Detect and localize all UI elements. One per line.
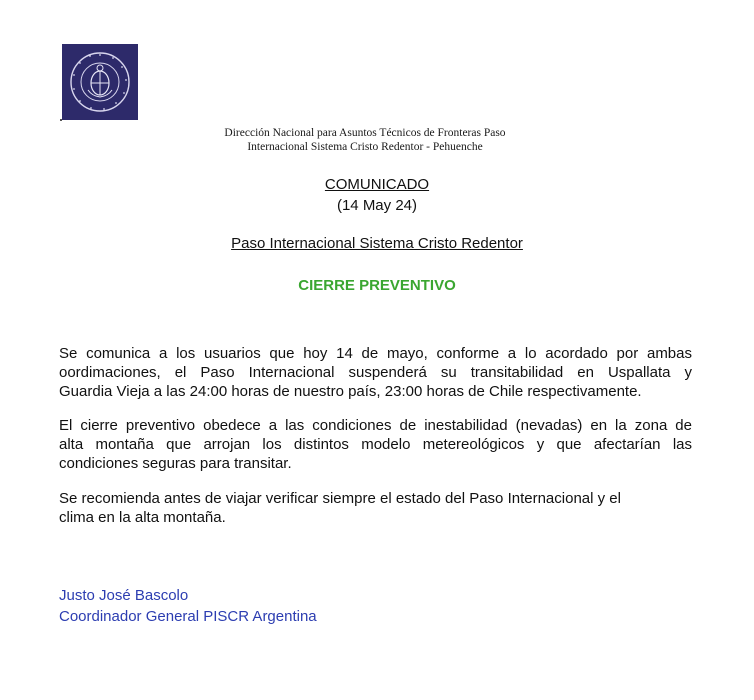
paragraph-1-line-3: Guardia Vieja a las 24:00 horas de nuestro país, 23:00 horas de Chile respectivamente.	[59, 383, 642, 400]
signatory-name: Justo José Bascolo	[59, 587, 189, 604]
signature-block	[59, 585, 317, 627]
document-date: (14 May 24)	[336, 197, 418, 214]
paragraph-2	[59, 416, 692, 473]
paragraph-2-line-3: condiciones seguras para transitar.	[59, 455, 292, 472]
document-subject: Paso Internacional Sistema Cristo Redentor	[231, 235, 523, 252]
document-title: COMUNICADO	[324, 176, 430, 193]
paragraph-3-line-1: Se recomienda antes de viajar verificar siempre el estado del Paso Internacional y el	[59, 490, 621, 507]
paragraph-1-line-2: oordimaciones, el Paso Internacional suspenderá su transitabilidad en Uspallata y	[59, 364, 692, 381]
paragraph-1	[59, 344, 692, 401]
ministry-seal	[62, 44, 138, 120]
organization-line-2: Internacional Sistema Cristo Redentor - Pehuenche	[247, 141, 483, 153]
paragraph-2-line-2: alta montaña que arrojan los distintos modelo metereológicos y que afectarían las	[59, 436, 692, 453]
paragraph-1-line-1: Se comunica a los usuarios que hoy 14 de mayo, conforme a lo acordado por ambas	[59, 345, 692, 362]
paragraph-3-line-2: clima en la alta montaña.	[59, 509, 226, 526]
organization-header	[200, 126, 530, 154]
paragraph-3	[59, 489, 692, 527]
paragraph-2-line-1: El cierre preventivo obedece a las condiciones de inestabilidad (nevadas) en la zona de	[59, 417, 692, 434]
organization-line-1: Dirección Nacional para Asuntos Técnicos de Fronteras Paso	[224, 127, 506, 139]
seal-mark	[60, 119, 62, 121]
ministry-seal-icon	[68, 50, 132, 114]
status-heading: CIERRE PREVENTIVO	[298, 277, 456, 294]
signatory-role: Coordinador General PISCR Argentina	[59, 608, 317, 625]
